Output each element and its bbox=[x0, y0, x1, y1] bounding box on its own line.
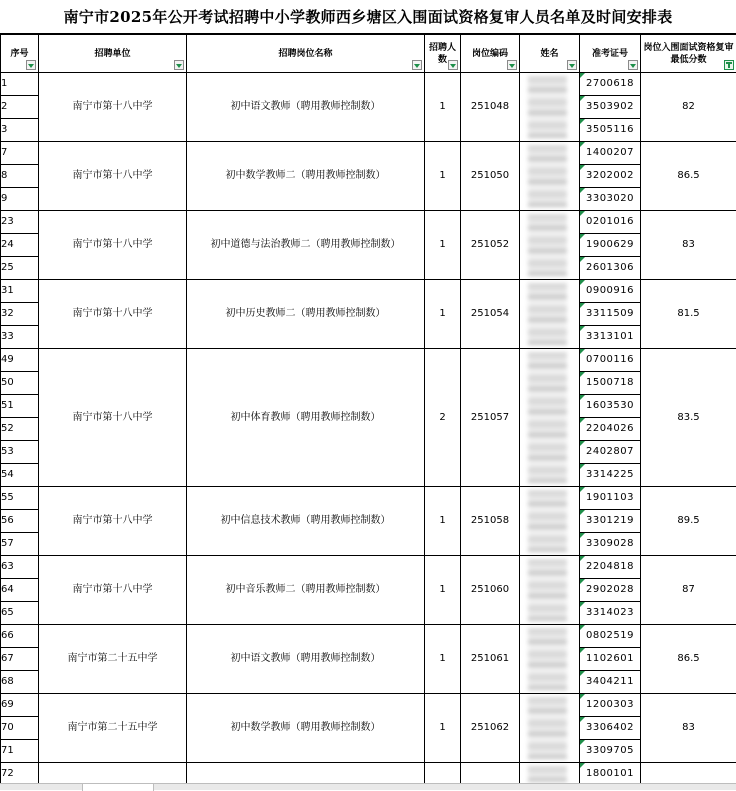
exam-no-text: 3503902 bbox=[586, 101, 634, 112]
filter-dropdown-icon[interactable] bbox=[628, 60, 638, 70]
cell-exam-no[interactable] bbox=[580, 694, 641, 717]
cell-seq[interactable]: 8 bbox=[1, 165, 39, 188]
exam-no-text: 3301219 bbox=[586, 515, 634, 526]
cell-seq[interactable]: 55 bbox=[1, 487, 39, 510]
text-number-indicator-icon bbox=[580, 556, 585, 561]
cell-exam-no[interactable] bbox=[580, 510, 641, 533]
cell-code[interactable]: 251057 bbox=[461, 349, 520, 487]
cell-hire-count[interactable]: 1 bbox=[425, 556, 461, 625]
cell-unit[interactable]: 南宁市第十八中学 bbox=[39, 73, 187, 142]
cell-hire-count[interactable]: 1 bbox=[425, 73, 461, 142]
text-number-indicator-icon bbox=[580, 73, 585, 78]
text-number-indicator-icon bbox=[580, 326, 585, 331]
cell-seq[interactable]: 56 bbox=[1, 510, 39, 533]
filter-dropdown-icon[interactable] bbox=[448, 60, 458, 70]
text-number-indicator-icon bbox=[580, 280, 585, 285]
text-number-indicator-icon bbox=[580, 533, 585, 538]
cell-position[interactable]: 初中音乐教师二（聘用教师控制数） bbox=[187, 556, 425, 625]
table-row[interactable] bbox=[1, 487, 736, 510]
cell-unit[interactable]: 南宁市第二十五中学 bbox=[39, 625, 187, 694]
cell-hire-count[interactable]: 1 bbox=[425, 280, 461, 349]
cell-name-redacted[interactable] bbox=[520, 556, 580, 625]
text-number-indicator-icon bbox=[580, 510, 585, 515]
exam-no-text: 1400207 bbox=[586, 147, 634, 158]
cell-code[interactable]: 251054 bbox=[461, 280, 520, 349]
cell-unit[interactable]: 南宁市第十八中学 bbox=[39, 487, 187, 556]
cell-exam-no[interactable] bbox=[580, 257, 641, 280]
cell-min-score[interactable]: 83 bbox=[641, 694, 736, 763]
header-seq: 序号 bbox=[1, 35, 39, 73]
cell-name-redacted[interactable] bbox=[520, 211, 580, 280]
exam-no-text: 1800101 bbox=[586, 768, 634, 779]
exam-no-text: 3313101 bbox=[586, 331, 634, 342]
table-row[interactable] bbox=[1, 73, 736, 96]
redacted-name-blur bbox=[528, 352, 567, 483]
cell-min-score[interactable]: 83 bbox=[641, 211, 736, 280]
cell-code[interactable]: 251050 bbox=[461, 142, 520, 211]
text-number-indicator-icon bbox=[580, 165, 585, 170]
cell-seq[interactable]: 1 bbox=[1, 73, 39, 96]
exam-no-text: 2402807 bbox=[586, 446, 634, 457]
cell-seq[interactable]: 65 bbox=[1, 602, 39, 625]
cell-position[interactable]: 初中语文教师（聘用教师控制数） bbox=[187, 73, 425, 142]
cell-name-redacted[interactable] bbox=[520, 349, 580, 487]
cell-seq[interactable]: 32 bbox=[1, 303, 39, 326]
text-number-indicator-icon bbox=[580, 257, 585, 262]
text-number-indicator-icon bbox=[580, 464, 585, 469]
filter-dropdown-icon[interactable] bbox=[412, 60, 422, 70]
cell-exam-no[interactable] bbox=[580, 96, 641, 119]
cell-hire-count[interactable]: 1 bbox=[425, 694, 461, 763]
cell-exam-no[interactable] bbox=[580, 303, 641, 326]
cell-exam-no[interactable] bbox=[580, 441, 641, 464]
cell-seq[interactable]: 31 bbox=[1, 280, 39, 303]
text-number-indicator-icon bbox=[580, 625, 585, 630]
cell-seq[interactable]: 50 bbox=[1, 372, 39, 395]
cell-name-redacted[interactable] bbox=[520, 73, 580, 142]
redacted-name-blur bbox=[528, 697, 567, 759]
cell-exam-no[interactable] bbox=[580, 556, 641, 579]
header-row bbox=[1, 35, 736, 73]
cell-position[interactable]: 初中道德与法治教师二（聘用教师控制数） bbox=[187, 211, 425, 280]
cell-seq[interactable]: 49 bbox=[1, 349, 39, 372]
cell-exam-no[interactable] bbox=[580, 165, 641, 188]
cell-exam-no[interactable] bbox=[580, 602, 641, 625]
cell-hire-count[interactable]: 1 bbox=[425, 142, 461, 211]
cell-exam-no[interactable] bbox=[580, 648, 641, 671]
sheet-title: 南宁市2025年公开考试招聘中小学教师西乡塘区入围面试资格复审人员名单及时间安排表 bbox=[0, 0, 736, 34]
exam-no-text: 1900629 bbox=[586, 239, 634, 250]
filter-dropdown-icon[interactable] bbox=[174, 60, 184, 70]
cell-exam-no[interactable] bbox=[580, 188, 641, 211]
cell-seq[interactable]: 71 bbox=[1, 740, 39, 763]
text-number-indicator-icon bbox=[580, 142, 585, 147]
cell-seq[interactable]: 51 bbox=[1, 395, 39, 418]
header-name: 姓名 bbox=[520, 35, 580, 73]
cell-position[interactable]: 初中数学教师（聘用教师控制数） bbox=[187, 694, 425, 763]
filter-dropdown-icon[interactable] bbox=[507, 60, 517, 70]
header-min-score: 岗位入围面试资格复审最低分数 bbox=[641, 35, 736, 73]
text-number-indicator-icon bbox=[580, 372, 585, 377]
cell-seq[interactable]: 72 bbox=[1, 763, 39, 786]
cell-exam-no[interactable] bbox=[580, 349, 641, 372]
cell-code[interactable]: 251052 bbox=[461, 211, 520, 280]
sheet-tab-bar bbox=[0, 783, 736, 790]
table-row[interactable] bbox=[1, 349, 736, 372]
text-number-indicator-icon bbox=[580, 418, 585, 423]
redacted-name-blur bbox=[528, 283, 567, 345]
exam-no-text: 1102601 bbox=[586, 653, 634, 664]
cell-seq[interactable]: 53 bbox=[1, 441, 39, 464]
exam-no-text: 3309705 bbox=[586, 745, 634, 756]
table-row[interactable] bbox=[1, 142, 736, 165]
cell-hire-count[interactable]: 2 bbox=[425, 349, 461, 487]
text-number-indicator-icon bbox=[580, 602, 585, 607]
cell-seq[interactable]: 9 bbox=[1, 188, 39, 211]
text-number-indicator-icon bbox=[580, 96, 585, 101]
cell-seq[interactable]: 68 bbox=[1, 671, 39, 694]
text-number-indicator-icon bbox=[580, 671, 585, 676]
cell-hire-count[interactable]: 1 bbox=[425, 211, 461, 280]
cell-seq[interactable]: 2 bbox=[1, 96, 39, 119]
cell-position[interactable]: 初中语文教师（聘用教师控制数） bbox=[187, 625, 425, 694]
table-row[interactable] bbox=[1, 556, 736, 579]
text-number-indicator-icon bbox=[580, 717, 585, 722]
cell-unit[interactable]: 南宁市第十八中学 bbox=[39, 211, 187, 280]
cell-position[interactable]: 初中信息技术教师（聘用教师控制数） bbox=[187, 487, 425, 556]
cell-unit[interactable]: 南宁市第十八中学 bbox=[39, 142, 187, 211]
cell-position[interactable]: 初中历史教师二（聘用教师控制数） bbox=[187, 280, 425, 349]
exam-no-text: 3309028 bbox=[586, 538, 634, 549]
cell-name-redacted[interactable] bbox=[520, 280, 580, 349]
cell-min-score[interactable]: 86.5 bbox=[641, 625, 736, 694]
exam-no-text: 1603530 bbox=[586, 400, 634, 411]
cell-name-redacted[interactable] bbox=[520, 487, 580, 556]
cell-position[interactable]: 初中体育教师（聘用教师控制数） bbox=[187, 349, 425, 487]
cell-exam-no[interactable] bbox=[580, 326, 641, 349]
cell-position[interactable]: 初中数学教师二（聘用教师控制数） bbox=[187, 142, 425, 211]
cell-seq[interactable]: 63 bbox=[1, 556, 39, 579]
cell-exam-no[interactable] bbox=[580, 119, 641, 142]
cell-seq[interactable]: 66 bbox=[1, 625, 39, 648]
cell-exam-no[interactable] bbox=[580, 487, 641, 510]
redacted-name-blur bbox=[528, 559, 567, 621]
cell-seq[interactable]: 52 bbox=[1, 418, 39, 441]
header-hire-count: 招聘人数 bbox=[425, 35, 461, 73]
exam-no-text: 3202002 bbox=[586, 170, 634, 181]
text-number-indicator-icon bbox=[580, 694, 585, 699]
text-number-indicator-icon bbox=[580, 441, 585, 446]
exam-no-text: 2204818 bbox=[586, 561, 634, 572]
cell-unit[interactable]: 南宁市第二十五中学 bbox=[39, 694, 187, 763]
exam-no-text: 3306402 bbox=[586, 722, 634, 733]
cell-seq[interactable]: 70 bbox=[1, 717, 39, 740]
cell-exam-no[interactable] bbox=[580, 740, 641, 763]
cell-code[interactable]: 251062 bbox=[461, 694, 520, 763]
cell-exam-no[interactable] bbox=[580, 533, 641, 556]
cell-unit[interactable]: 南宁市第十八中学 bbox=[39, 556, 187, 625]
cell-exam-no[interactable] bbox=[580, 234, 641, 257]
exam-no-text: 0802519 bbox=[586, 630, 634, 641]
redacted-name-blur bbox=[528, 490, 567, 552]
exam-no-text: 3311509 bbox=[586, 308, 634, 319]
text-number-indicator-icon bbox=[580, 740, 585, 745]
cell-exam-no[interactable] bbox=[580, 280, 641, 303]
cell-seq[interactable]: 33 bbox=[1, 326, 39, 349]
text-number-indicator-icon bbox=[580, 349, 585, 354]
text-number-indicator-icon bbox=[580, 211, 585, 216]
cell-min-score[interactable]: 87 bbox=[641, 556, 736, 625]
exam-no-text: 3314225 bbox=[586, 469, 634, 480]
header-exam-no: 准考证号 bbox=[580, 35, 641, 73]
text-number-indicator-icon bbox=[580, 188, 585, 193]
cell-unit[interactable]: 南宁市第十八中学 bbox=[39, 349, 187, 487]
cell-seq[interactable]: 23 bbox=[1, 211, 39, 234]
header-unit: 招聘单位 bbox=[39, 35, 187, 73]
exam-no-text: 0700116 bbox=[586, 354, 634, 365]
exam-no-text: 1200303 bbox=[586, 699, 634, 710]
cell-seq[interactable]: 3 bbox=[1, 119, 39, 142]
cell-exam-no[interactable] bbox=[580, 464, 641, 487]
cell-code[interactable]: 251058 bbox=[461, 487, 520, 556]
cell-name-redacted[interactable] bbox=[520, 694, 580, 763]
cell-seq[interactable]: 25 bbox=[1, 257, 39, 280]
text-number-indicator-icon bbox=[580, 579, 585, 584]
cell-exam-no[interactable] bbox=[580, 73, 641, 96]
filter-dropdown-icon[interactable] bbox=[567, 60, 577, 70]
text-number-indicator-icon bbox=[580, 234, 585, 239]
cell-min-score[interactable]: 89.5 bbox=[641, 487, 736, 556]
cell-exam-no[interactable] bbox=[580, 418, 641, 441]
cell-min-score[interactable]: 81.5 bbox=[641, 280, 736, 349]
cell-name-redacted[interactable] bbox=[520, 625, 580, 694]
cell-seq[interactable]: 54 bbox=[1, 464, 39, 487]
cell-exam-no[interactable] bbox=[580, 579, 641, 602]
exam-no-text: 2601306 bbox=[586, 262, 634, 273]
cell-exam-no[interactable] bbox=[580, 372, 641, 395]
text-number-indicator-icon bbox=[580, 763, 585, 768]
exam-no-text: 2902028 bbox=[586, 584, 634, 595]
cell-min-score[interactable]: 82 bbox=[641, 73, 736, 142]
cell-exam-no[interactable] bbox=[580, 395, 641, 418]
cell-seq[interactable]: 69 bbox=[1, 694, 39, 717]
exam-no-text: 0201016 bbox=[586, 216, 634, 227]
exam-no-text: 3404211 bbox=[586, 676, 634, 687]
filter-active-icon[interactable] bbox=[724, 60, 734, 70]
filter-dropdown-icon[interactable] bbox=[26, 60, 36, 70]
exam-no-text: 1500718 bbox=[586, 377, 634, 388]
text-number-indicator-icon bbox=[580, 303, 585, 308]
cell-code[interactable]: 251060 bbox=[461, 556, 520, 625]
cell-hire-count[interactable]: 1 bbox=[425, 487, 461, 556]
text-number-indicator-icon bbox=[580, 648, 585, 653]
cell-exam-no[interactable] bbox=[580, 211, 641, 234]
table-row[interactable] bbox=[1, 694, 736, 717]
table-row[interactable] bbox=[1, 211, 736, 234]
exam-no-text: 2204026 bbox=[586, 423, 634, 434]
text-number-indicator-icon bbox=[580, 487, 585, 492]
text-number-indicator-icon bbox=[580, 119, 585, 124]
data-table bbox=[0, 34, 736, 786]
header-position: 招聘岗位名称 bbox=[187, 35, 425, 73]
header-code: 岗位编码 bbox=[461, 35, 520, 73]
redacted-name-blur bbox=[528, 145, 567, 207]
cell-unit[interactable]: 南宁市第十八中学 bbox=[39, 280, 187, 349]
exam-no-text: 1901103 bbox=[586, 492, 634, 503]
cell-seq[interactable]: 64 bbox=[1, 579, 39, 602]
exam-no-text: 0900916 bbox=[586, 285, 634, 296]
cell-seq[interactable]: 7 bbox=[1, 142, 39, 165]
redacted-name-blur bbox=[528, 76, 567, 138]
table-row[interactable] bbox=[1, 280, 736, 303]
cell-exam-no[interactable] bbox=[580, 671, 641, 694]
cell-seq[interactable]: 57 bbox=[1, 533, 39, 556]
redacted-name-blur bbox=[528, 214, 567, 276]
redacted-name-blur bbox=[528, 766, 567, 782]
cell-seq[interactable]: 24 bbox=[1, 234, 39, 257]
text-number-indicator-icon bbox=[580, 395, 585, 400]
exam-no-text: 3505116 bbox=[586, 124, 634, 135]
cell-min-score[interactable]: 83.5 bbox=[641, 349, 736, 487]
cell-exam-no[interactable] bbox=[580, 625, 641, 648]
cell-code[interactable]: 251048 bbox=[461, 73, 520, 142]
cell-hire-count[interactable]: 1 bbox=[425, 625, 461, 694]
table-row[interactable] bbox=[1, 625, 736, 648]
exam-no-text: 2700618 bbox=[586, 78, 634, 89]
cell-exam-no[interactable] bbox=[580, 717, 641, 740]
cell-exam-no[interactable] bbox=[580, 142, 641, 165]
exam-no-text: 3314023 bbox=[586, 607, 634, 618]
cell-seq[interactable]: 67 bbox=[1, 648, 39, 671]
redacted-name-blur bbox=[528, 628, 567, 690]
cell-name-redacted[interactable] bbox=[520, 142, 580, 211]
cell-min-score[interactable]: 86.5 bbox=[641, 142, 736, 211]
cell-code[interactable]: 251061 bbox=[461, 625, 520, 694]
exam-no-text: 3303020 bbox=[586, 193, 634, 204]
